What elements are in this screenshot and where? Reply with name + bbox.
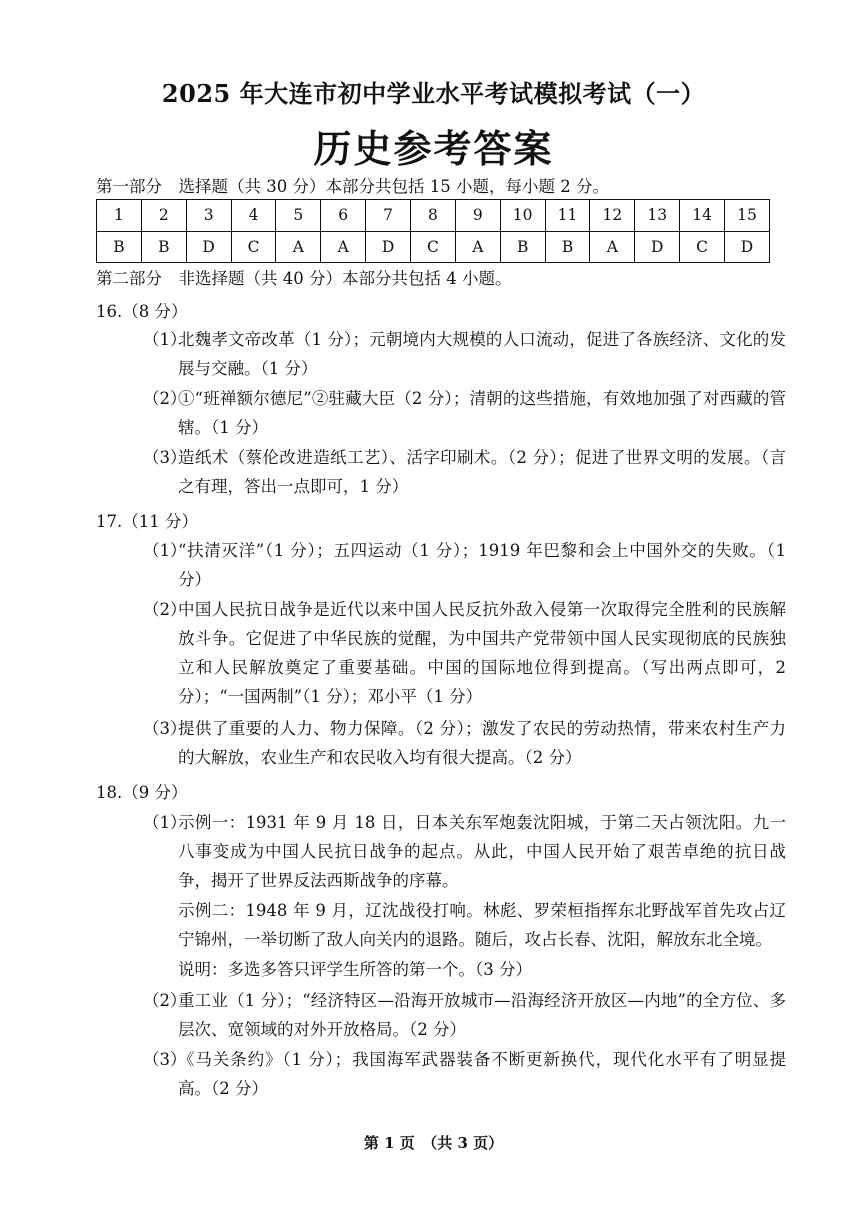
item-text: 北魏孝文帝改革（1 分）；元朝境内大规模的人口流动，促进了各族经济、文化的发展与交融。（1 分）	[178, 330, 786, 378]
item-number: （2）	[143, 389, 187, 408]
answer-item	[143, 714, 786, 772]
answer-letter: A	[276, 231, 321, 263]
answer-letter: B	[545, 231, 590, 263]
answer-letter: D	[186, 231, 231, 263]
answer-letter: C	[231, 231, 276, 263]
question-17-heading: 17.（11 分）	[96, 512, 198, 531]
answer-letter: C	[680, 231, 725, 263]
answer-item	[143, 955, 783, 984]
answer-letter: A	[321, 231, 366, 263]
answer-letter: B	[141, 231, 186, 263]
question-number: 11	[545, 200, 590, 232]
answer-item	[143, 986, 786, 1044]
part1-heading: 第一部分 选择题（共 30 分）本部分共包括 15 小题，每小题 2 分。	[96, 177, 609, 196]
question-number: 15	[725, 200, 770, 232]
item-text: 重工业（1 分）；“经济特区—沿海开放城市—沿海经济开放区—内地”的全方位、多层次、宽领域的对外开放格局。（2 分）	[178, 991, 786, 1039]
answer-letter: A	[590, 231, 635, 263]
item-text: “扶清灭洋”（1 分）；五四运动（1 分）；1919 年巴黎和会上中国外交的失败。（1 分）	[178, 541, 786, 589]
page-title: 历史参考答案	[313, 127, 554, 171]
question-18-heading: 18.（9 分）	[96, 783, 188, 802]
question-number: 1	[97, 200, 142, 232]
question-number: 12	[590, 200, 635, 232]
answer-letter: B	[500, 231, 545, 263]
question-number: 7	[366, 200, 411, 232]
item-number: （2）	[143, 600, 187, 619]
answer-item	[143, 595, 786, 711]
item-text: ①“班禅额尔德尼”②驻藏大臣（2 分）；清朝的这些措施，有效地加强了对西藏的管辖。（1 分）	[178, 389, 786, 437]
question-16-heading: 16.（8 分）	[96, 302, 188, 321]
answer-item	[143, 536, 786, 594]
answer-letter: D	[725, 231, 770, 263]
item-text: 示例一：1931 年 9 月 18 日，日本关东军炮轰沈阳城，于第二天占领沈阳。九一八事变成为中国人民抗日战争的起点。从此，中国人民开始了艰苦卓绝的抗日战争，揭开了世界反法西斯战争的序幕。	[178, 813, 786, 890]
question-number: 5	[276, 200, 321, 232]
page-footer: 第 1 页 （共 3 页）	[363, 1134, 504, 1152]
answer-letter: D	[366, 231, 411, 263]
question-number: 8	[411, 200, 456, 232]
question-number: 6	[321, 200, 366, 232]
answer-item	[143, 1045, 786, 1103]
answer-letter: C	[411, 231, 456, 263]
question-number: 9	[455, 200, 500, 232]
item-text: 中国人民抗日战争是近代以来中国人民反抗外敌入侵第一次取得完全胜利的民族解放斗争。它促进了中华民族的觉醒，为中国共产党带领中国人民实现彻底的民族独立和人民解放奠定了重要基础。中国的国际地位得到提高。（写出两点即可，2 分）；“一国两制”（1 分）；邓小平（1 分）	[178, 600, 786, 706]
question-number: 3	[186, 200, 231, 232]
answer-item	[143, 896, 786, 954]
item-text: 说明：多选多答只评学生所答的第一个。（3 分）	[178, 960, 532, 979]
item-number: （1）	[143, 330, 187, 349]
item-text: 《马关条约》（1 分）；我国海军武器装备不断更新换代，现代化水平有了明显提高。（2 分）	[178, 1050, 786, 1098]
question-number: 4	[231, 200, 276, 232]
item-number: （3）	[143, 1050, 187, 1069]
answer-table	[96, 199, 770, 263]
item-number: （1）	[143, 813, 187, 832]
item-text: 提供了重要的人力、物力保障。（2 分）；激发了农民的劳动热情，带来农村生产力的大解放，农业生产和农民收入均有很大提高。（2 分）	[178, 719, 786, 767]
item-number: （2）	[143, 991, 187, 1010]
answer-letter: B	[97, 231, 142, 263]
item-number: （1）	[143, 541, 187, 560]
exam-title: 2025 年大连市初中学业水平考试模拟考试（一）	[161, 79, 706, 108]
question-number: 14	[680, 200, 725, 232]
part2-heading: 第二部分 非选择题（共 40 分）本部分共包括 4 小题。	[96, 269, 512, 288]
answer-item	[143, 808, 786, 895]
question-number-row	[97, 200, 770, 232]
answer-letter: A	[455, 231, 500, 263]
item-text: 示例二：1948 年 9 月，辽沈战役打响。林彪、罗荣桓指挥东北野战军首先攻占辽宁锦州，一举切断了敌人向关内的退路。随后，攻占长春、沈阳，解放东北全境。	[178, 901, 786, 949]
question-number: 13	[635, 200, 680, 232]
answer-row	[97, 231, 770, 263]
item-number: （3）	[143, 448, 187, 467]
answer-letter: D	[635, 231, 680, 263]
item-number: （3）	[143, 719, 187, 738]
answer-item	[143, 384, 786, 442]
answer-item	[143, 325, 786, 383]
item-text: 造纸术（蔡伦改进造纸工艺）、活字印刷术。（2 分）；促进了世界文明的发展。（言之有理，答出一点即可，1 分）	[178, 448, 786, 496]
question-number: 2	[141, 200, 186, 232]
question-number: 10	[500, 200, 545, 232]
answer-item	[143, 443, 786, 501]
